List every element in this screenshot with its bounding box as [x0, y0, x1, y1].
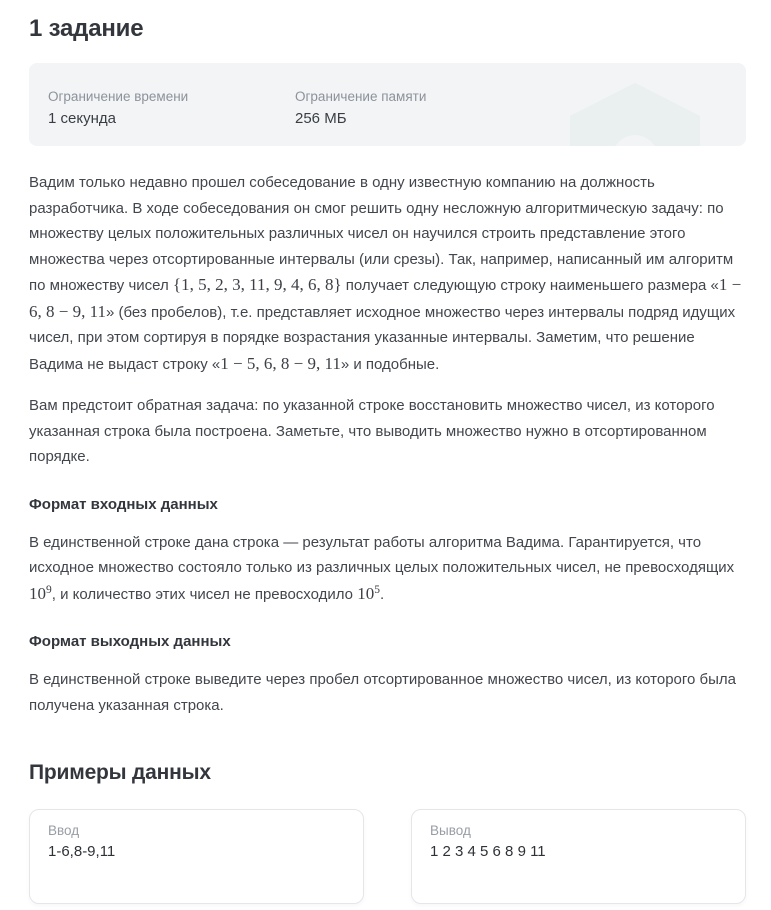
text-run: » и подобные. — [340, 355, 440, 373]
text-run: » (без пробелов), т.е. представляет исходное множество через интервалы подряд идущих чисел, при этом сортируя в порядке возрастания указанные интервалы. Заметим, что решение Вадима не выдаст строку « — [29, 303, 736, 373]
time-limit-value: 1 секунда — [48, 110, 116, 127]
inline-math-superscript: 9 — [46, 583, 52, 596]
output-format-paragraph: В единственной строке выведите через пробел отсортированное множество чисел, из которого была получена указанная строка. — [29, 671, 737, 714]
text-run: , и количество этих чисел не превосходило — [51, 585, 358, 603]
inline-math: 1 − 6, 8 − 9, 11 — [29, 275, 742, 321]
memory-limit-label: Ограничение памяти — [295, 89, 427, 104]
examples-heading: Примеры данных — [29, 761, 211, 784]
example-input-box — [29, 809, 364, 904]
text-run: Вадим только недавно прошел собеседование в одну известную компанию на должность разработчика. В ходе собеседования он смог решить одну несложную алгоритмическую задачу: по множеству целых положительных различных чисел он научился строить представление этого множества через отсортированные интервалы (или срезы). Так, например, написанный им алгоритм по множеству чисел — [29, 174, 734, 294]
limits-card — [29, 63, 746, 146]
statement-paragraph-1 — [29, 170, 746, 377]
example-output-value: 1 2 3 4 5 6 8 9 11 — [430, 843, 546, 860]
time-limit — [48, 89, 295, 128]
text-run: В единственной строке дана строка — результат работы алгоритма Вадима. Гарантируется, что исходное множество состояло только из различных целых положительных чисел, не превосходящих — [29, 533, 735, 576]
example-input-value: 1-6,8-9,11 — [48, 843, 116, 860]
inline-math: {1, 5, 2, 3, 11, 9, 4, 6, 8} — [172, 275, 342, 294]
page-title: 1 задание — [29, 15, 144, 42]
memory-limit — [295, 89, 426, 128]
example-output-box — [411, 809, 746, 904]
examples-row — [29, 809, 746, 904]
input-format-heading: Формат входных данных — [29, 495, 218, 513]
inline-math: 1 − 5, 6, 8 − 9, 11 — [220, 353, 341, 373]
text-run: . — [379, 585, 385, 603]
inline-math: 10 — [29, 583, 46, 603]
input-format-paragraph — [29, 530, 746, 608]
statement-paragraph-2: Вам предстоит обратная задача: по указанной строке восстановить множество чисел, из которого указанная строка была построена. Заметьте, что выводить множество нужно в отсортированном порядке. — [29, 397, 715, 465]
output-format-heading: Формат выходных данных — [29, 633, 231, 650]
inline-math: 10 — [357, 583, 375, 603]
memory-limit-value: 256 МБ — [295, 110, 347, 127]
time-limit-label: Ограничение времени — [48, 89, 189, 104]
text-run: получает следующую строку наименьшего размера « — [341, 277, 719, 294]
example-output-label: Вывод — [430, 823, 471, 838]
inline-math-superscript: 5 — [374, 583, 380, 596]
example-input-label: Ввод — [48, 823, 80, 838]
